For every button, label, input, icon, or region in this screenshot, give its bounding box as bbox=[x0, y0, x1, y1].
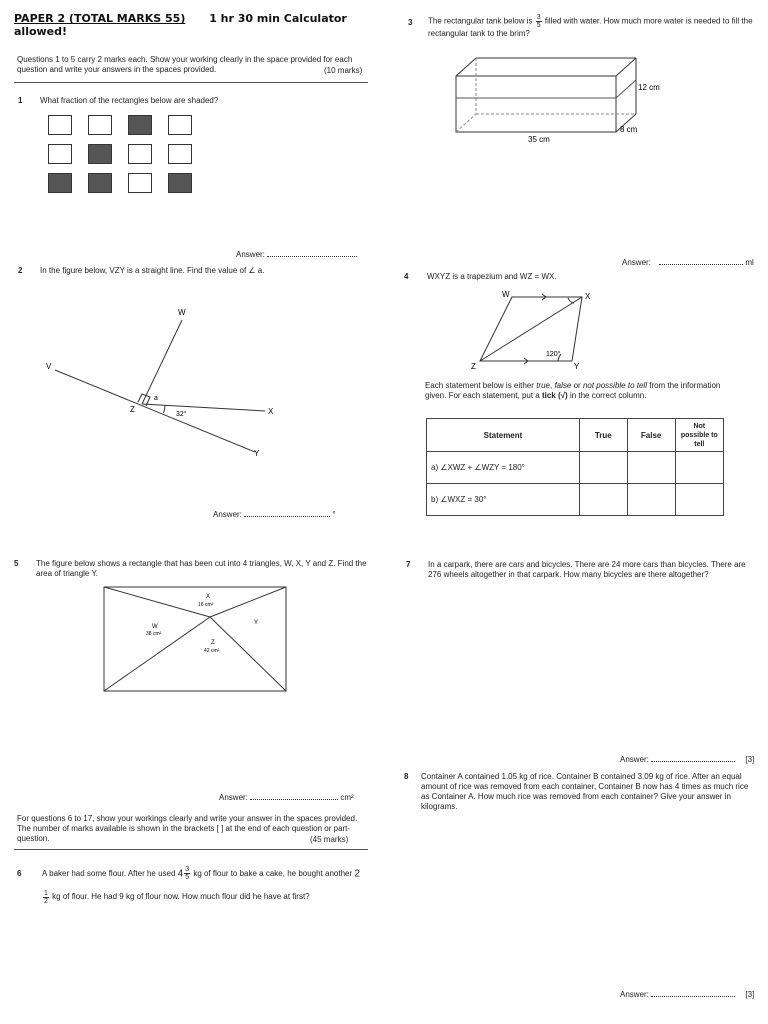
q6-text-d: kg of flour. He had 9 kg of flour now. How much flour did he have at first? bbox=[52, 892, 310, 902]
q6-mixed1-num: 3 bbox=[185, 866, 190, 874]
statement-a-not-possible-cell[interactable] bbox=[675, 452, 723, 484]
q6-text-a: A baker had some flour. After he used bbox=[42, 869, 176, 878]
q7-text: In a carpark, there are cars and bicycles. There are 24 more cars than bicycles. There are 276 wheels altogether in that carpark. How many bicycles are there altogether? bbox=[428, 560, 746, 579]
q3-width-label: 8 cm bbox=[620, 125, 638, 134]
shaded-rectangle bbox=[88, 144, 112, 164]
q6-mixed2-den: 2 bbox=[44, 897, 48, 905]
shaded-rectangle bbox=[168, 173, 192, 193]
unshaded-rectangle bbox=[88, 115, 112, 135]
q2-label-w: W bbox=[178, 308, 186, 317]
shaded-rectangle bbox=[88, 173, 112, 193]
q2-label-x: X bbox=[268, 407, 274, 416]
unshaded-rectangle bbox=[48, 144, 72, 164]
q3-text-a: The rectangular tank below is bbox=[428, 16, 533, 26]
table-header-not-possible: Not possible to tell bbox=[675, 419, 723, 452]
q6-mixed2-whole: 2 bbox=[354, 868, 360, 880]
section-b-marks: (45 marks) bbox=[310, 835, 349, 844]
q5-answer bbox=[219, 793, 354, 803]
table-row bbox=[427, 452, 724, 484]
q4-label-z: Z bbox=[471, 362, 476, 371]
q6-text-c: another bbox=[325, 869, 353, 878]
q1-answer bbox=[236, 250, 357, 260]
unshaded-rectangle bbox=[168, 115, 192, 135]
q3-number: 3 bbox=[408, 18, 413, 27]
q8-marks: [3] bbox=[745, 990, 755, 999]
statement-a-false-cell[interactable] bbox=[627, 452, 675, 484]
q4-label-x: X bbox=[585, 292, 591, 301]
statement-a-true-cell[interactable] bbox=[579, 452, 627, 484]
table-header-row bbox=[427, 419, 724, 452]
statement-b-false-cell[interactable] bbox=[627, 484, 675, 516]
q4-statement-table bbox=[426, 418, 724, 516]
q3-height-label: 12 cm bbox=[638, 83, 660, 92]
table-header-false: False bbox=[627, 419, 675, 452]
table-row bbox=[427, 484, 724, 516]
section-b-intro: For questions 6 to 17, show your workings clearly and write your answer in the spaces provided. The number of marks available is shown in the brackets [ ] at the end of each question or part-question. bbox=[17, 814, 358, 843]
shaded-rectangle bbox=[128, 115, 152, 135]
q3-fraction bbox=[536, 14, 542, 29]
q3-tank-figure bbox=[440, 50, 670, 150]
unshaded-rectangle bbox=[128, 144, 152, 164]
q4-instr-b: from the information given. For each statement, put a bbox=[425, 381, 721, 400]
q8-answer-label: Answer: bbox=[620, 990, 649, 999]
q4-angle-label: 120° bbox=[546, 351, 561, 358]
q4-label-w: W bbox=[502, 290, 510, 299]
unshaded-rectangle bbox=[168, 144, 192, 164]
q1-number: 1 bbox=[18, 96, 23, 105]
section-divider bbox=[14, 849, 368, 850]
q5-label-w: W bbox=[152, 624, 158, 630]
q4-instr-c: in the correct column. bbox=[569, 391, 647, 400]
section-a-intro: Questions 1 to 5 carry 2 marks each. Show your working clearly in the space provided for each question and write your answers in the spaces provided. bbox=[17, 55, 353, 74]
q2-answer-label: Answer: bbox=[213, 510, 242, 519]
q3-length-label: 35 cm bbox=[528, 135, 550, 144]
q5-answer-label: Answer: bbox=[219, 793, 248, 802]
allowed-note: allowed! bbox=[14, 25, 68, 38]
q4-instr-true: true bbox=[536, 381, 550, 390]
q4-instr-tick: tick (√) bbox=[541, 391, 568, 400]
q2-text: In the figure below, VZY is a straight line. Find the value of ∠ a. bbox=[40, 266, 265, 275]
q2-label-a: a bbox=[154, 395, 158, 402]
q2-angle-label: 32° bbox=[176, 411, 187, 418]
q7-marks: [3] bbox=[745, 755, 755, 764]
q3-answer-line[interactable] bbox=[659, 264, 743, 265]
time-note: 1 hr 30 min Calculator bbox=[209, 12, 347, 25]
q2-figure bbox=[0, 290, 380, 470]
section-divider bbox=[14, 82, 368, 83]
q4-instructions: Each statement below is either true, false or not possible to tell from the information given. For each statement, put a tick (√) in the correct column. bbox=[425, 381, 721, 400]
q3-answer bbox=[622, 258, 754, 268]
q5-number: 5 bbox=[14, 559, 19, 568]
q2-label-v: V bbox=[46, 362, 52, 371]
q2-answer bbox=[213, 510, 336, 520]
q3-answer-label: Answer: bbox=[622, 258, 651, 267]
q5-label-y: Y bbox=[254, 620, 259, 626]
q6-text bbox=[42, 862, 362, 908]
q2-label-y: Y bbox=[254, 449, 260, 458]
q7-answer-label: Answer: bbox=[620, 755, 649, 764]
q2-label-z: Z bbox=[130, 405, 135, 414]
q7-number: 7 bbox=[406, 560, 411, 569]
statement-b-not-possible-cell[interactable] bbox=[675, 484, 723, 516]
q6-number: 6 bbox=[17, 869, 22, 878]
q4-instr-or: or bbox=[573, 381, 581, 390]
q8-answer-line[interactable] bbox=[651, 996, 735, 997]
table-header-true: True bbox=[579, 419, 627, 452]
q1-text: What fraction of the rectangles below are shaded? bbox=[40, 96, 219, 105]
q5-answer-unit: cm² bbox=[340, 793, 354, 802]
q3-frac-num: 3 bbox=[536, 14, 541, 21]
q5-rectangle-figure bbox=[100, 585, 290, 695]
unshaded-rectangle bbox=[48, 115, 72, 135]
q6-mixed1-fraction bbox=[184, 866, 190, 881]
q6-mixed1-den: 5 bbox=[185, 874, 190, 882]
paper-title: PAPER 2 (TOTAL MARKS 55) bbox=[14, 12, 186, 25]
q3-answer-unit: ml bbox=[745, 258, 754, 267]
q4-label-y: Y bbox=[574, 362, 580, 371]
q1-answer-label: Answer: bbox=[236, 250, 265, 259]
q5-label-x: X bbox=[206, 594, 211, 600]
q2-number: 2 bbox=[18, 266, 23, 275]
q4-number: 4 bbox=[404, 272, 409, 281]
q6-mixed2-num: 1 bbox=[44, 889, 48, 897]
shaded-rectangle bbox=[48, 173, 72, 193]
q4-trapezium-figure bbox=[460, 285, 610, 375]
q5-area-x: 16 cm² bbox=[198, 602, 214, 608]
table-header-statement: Statement bbox=[427, 419, 580, 452]
q1-rectangle-grid bbox=[48, 115, 208, 200]
q5-text: The figure below shows a rectangle that has been cut into 4 triangles, W, X, Y and Z. Find the area of triangle Y. bbox=[36, 559, 367, 578]
q3-frac-den: 5 bbox=[536, 22, 541, 29]
q8-text: Container A contained 1.05 kg of rice. Container B contained 3.09 kg of rice. After an equal amount of rice was removed from each container, Container B now has 4 times as much rice as Container A. How much rice was removed from each container? Give your answer in kilograms. bbox=[421, 772, 749, 811]
q5-area-w: 38 cm² bbox=[146, 631, 162, 637]
q2-answer-unit: ° bbox=[332, 510, 336, 519]
q8-number: 8 bbox=[404, 772, 409, 781]
q4-instr-np: not possible to tell bbox=[582, 381, 647, 390]
q8-answer bbox=[620, 990, 754, 1000]
q1-answer-line[interactable] bbox=[267, 256, 357, 257]
q6-text-b: kg of flour to bake a cake, he bought bbox=[193, 869, 323, 878]
section-a-marks: (10 marks) bbox=[324, 66, 363, 75]
statement-a: a) ∠XWZ + ∠WZY = 180° bbox=[427, 452, 580, 484]
q3-text-b: filled with water. How much more water is needed to fill the rectangular tank to the brim? bbox=[428, 16, 753, 38]
q2-answer-line[interactable] bbox=[244, 516, 330, 517]
unshaded-rectangle bbox=[128, 173, 152, 193]
q4-instr-a: Each statement below is either bbox=[425, 381, 534, 390]
q6-mixed1-whole: 4 bbox=[177, 868, 184, 880]
page-header bbox=[14, 12, 347, 25]
q5-label-z: Z bbox=[211, 640, 215, 646]
q7-answer-line[interactable] bbox=[651, 761, 735, 762]
q3-text bbox=[428, 14, 754, 39]
q5-answer-line[interactable] bbox=[250, 799, 338, 800]
statement-b-true-cell[interactable] bbox=[579, 484, 627, 516]
q4-text: WXYZ is a trapezium and WZ = WX. bbox=[427, 272, 557, 281]
q6-mixed2-fraction bbox=[43, 890, 49, 905]
q4-instr-false: false bbox=[554, 381, 572, 390]
statement-b: b) ∠WXZ = 30° bbox=[427, 484, 580, 516]
q5-area-z: 42 cm² bbox=[204, 648, 220, 654]
q7-answer bbox=[620, 755, 754, 765]
